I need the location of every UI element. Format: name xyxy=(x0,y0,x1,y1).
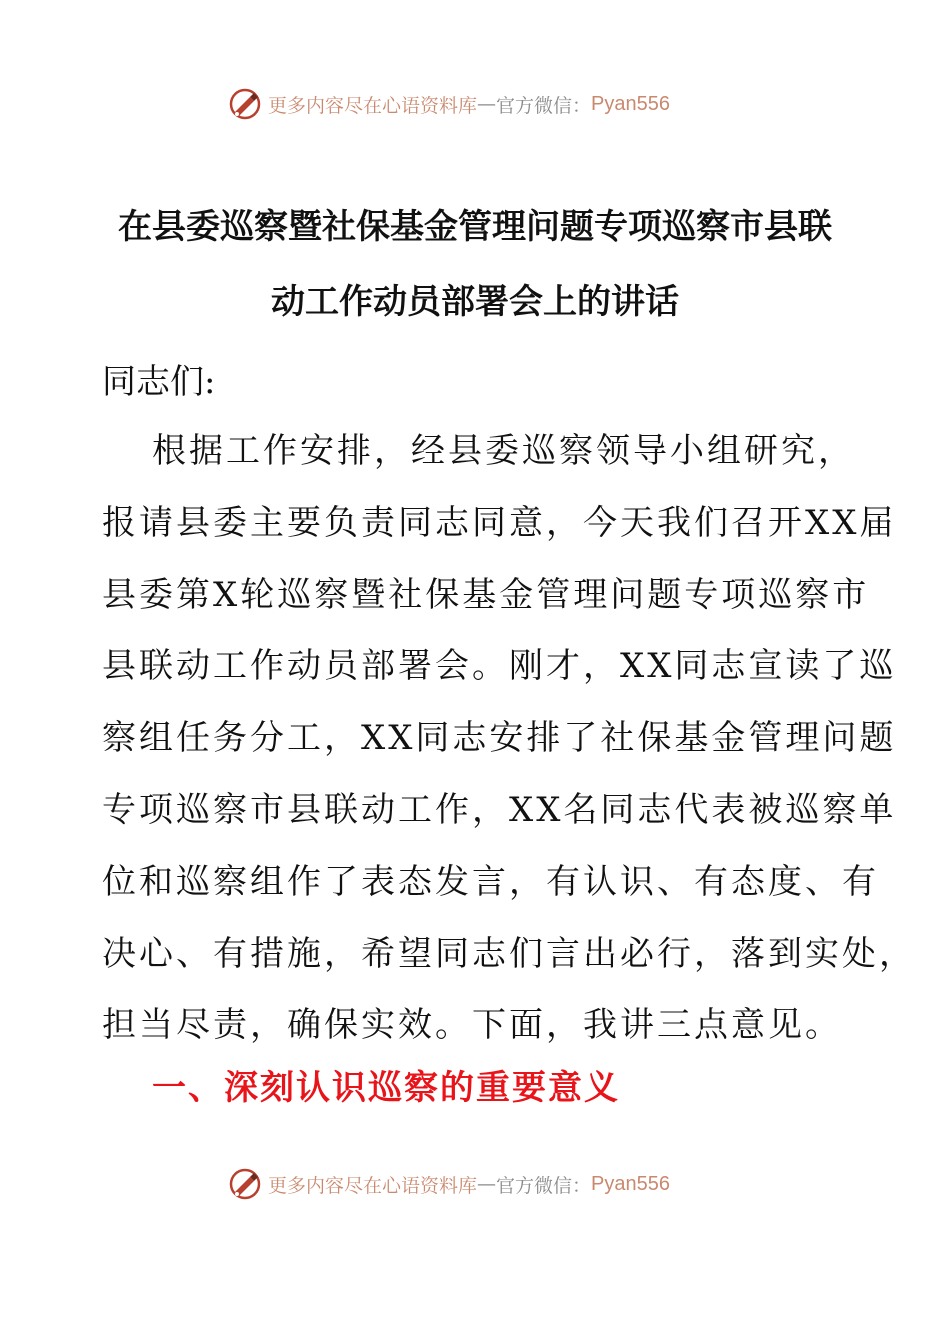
watermark-wechat-id: Pyan556 xyxy=(591,92,670,115)
body-line: 专项巡察市县联动工作，XX名同志代表被巡察单 xyxy=(102,789,897,830)
body-line: 担当尽责，确保实效。下面，我讲三点意见。 xyxy=(102,1005,842,1046)
section-heading: 一、深刻认识巡察的重要意义 xyxy=(152,1068,620,1108)
watermark-text: 更多内容尽在心语资料库 xyxy=(268,1174,478,1197)
document-title xyxy=(100,190,850,340)
watermark-label: 官方微信： xyxy=(496,94,592,117)
watermark-dash: — xyxy=(477,1173,497,1195)
body-line: 察组任务分工，XX同志安排了社保基金管理问题 xyxy=(102,718,897,759)
watermark-label: 官方微信： xyxy=(496,1174,592,1197)
body-line: 根据工作安排，经县委巡察领导小组研究， xyxy=(152,431,855,471)
body-line: 报请县委主要负责同志同意，今天我们召开XX届 xyxy=(102,502,897,543)
title-line-2: 动工作动员部署会上的讲话 xyxy=(271,282,679,322)
watermark-dash: — xyxy=(477,93,497,115)
watermark-text: 更多内容尽在心语资料库 xyxy=(268,94,478,117)
pen-logo-icon xyxy=(228,87,262,121)
body-line: 县联动工作动员部署会。刚才，XX同志宣读了巡 xyxy=(102,646,897,687)
body-paragraph xyxy=(102,416,916,1062)
watermark-footer xyxy=(228,1166,748,1202)
watermark-header xyxy=(228,86,748,122)
title-line-1: 在县委巡察暨社保基金管理问题专项巡察市县联 xyxy=(118,207,832,247)
salutation: 同志们: xyxy=(102,362,216,402)
watermark-wechat-id: Pyan556 xyxy=(591,1172,670,1195)
body-line: 县委第X轮巡察暨社保基金管理问题专项巡察市 xyxy=(102,574,870,615)
body-line: 位和巡察组作了表态发言，有认识、有态度、有 xyxy=(102,861,879,902)
body-line: 决心、有措施，希望同志们言出必行，落到实处， xyxy=(102,933,916,974)
pen-logo-icon xyxy=(228,1167,262,1201)
